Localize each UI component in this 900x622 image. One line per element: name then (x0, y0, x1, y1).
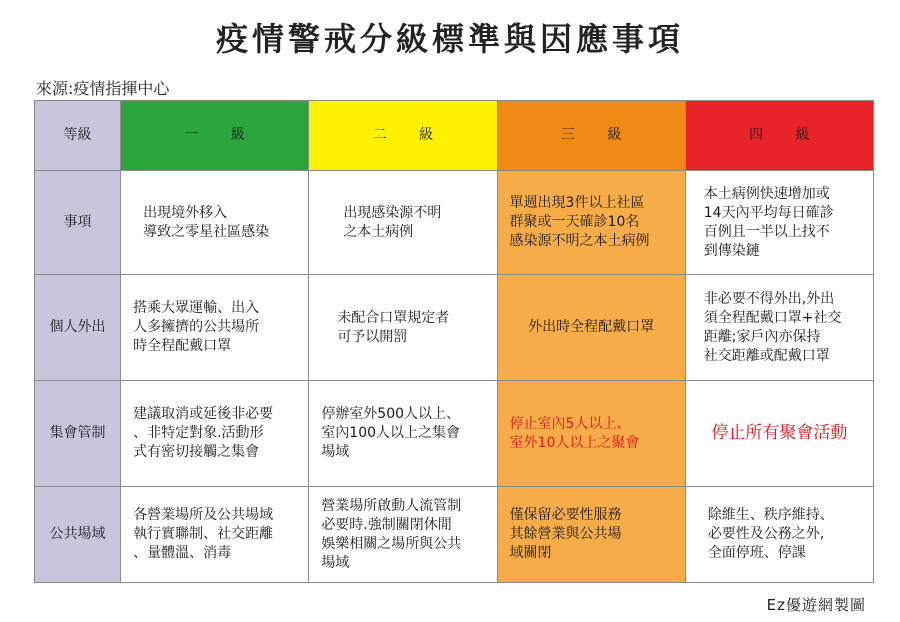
public-places-level-4: 除維生、秩序維持、 必要性及公務之外, 全面停班、停課 (685, 487, 873, 583)
matters-level-1: 出現境外移入 導致之零星社區感染 (121, 171, 309, 275)
level-2-name: 二 級 (372, 127, 448, 143)
page-title: 疫情警戒分級標準與因應事項 (215, 20, 684, 58)
level-1-header (121, 101, 309, 171)
going-out-level-3: 外出時全程配戴口罩 (497, 275, 685, 381)
public-places-level-2: 營業場所啟動人流管制 必要時.強制關閉休閒 娛樂相關之場所與公共 場域 (309, 487, 497, 583)
table-row-gatherings (35, 381, 874, 487)
gatherings-level-3: 停止室內5人以上、 室外10人以上之聚會 (497, 381, 685, 487)
level-4-name: 四 級 (749, 127, 824, 143)
table-row-matters (35, 171, 874, 275)
table-row-public-places (35, 487, 874, 583)
source-note: 來源:疫情指揮中心 (36, 79, 170, 98)
row-label-going-out: 個人外出 (35, 275, 121, 381)
row-label-matters: 事項 (35, 171, 121, 275)
level-1-name: 一 級 (184, 127, 259, 143)
matters-level-3: 單週出現3件以上社區 群聚或一天確診10名 感染源不明之本土病例 (497, 171, 685, 275)
matters-level-4: 本土病例快速增加或 14天內平均每日確診 百例且一半以上找不 到傳染鏈 (685, 171, 873, 275)
level-3-name: 三 級 (560, 127, 636, 143)
public-places-level-3: 僅保留必要性服務 其餘營業與公共場 域關閉 (497, 487, 685, 583)
public-places-level-1: 各營業場所及公共場域 執行實聯制、社交距離 、量體溫、消毒 (121, 487, 309, 583)
level-3-header (497, 101, 685, 171)
row-label-level: 等級 (35, 101, 121, 171)
credit-note: Ez優遊網製圖 (766, 596, 866, 614)
table-header-row (35, 101, 874, 171)
gatherings-level-2: 停辦室外500人以上、 室內100人以上之集會 場域 (309, 381, 497, 487)
matters-level-2: 出現感染源不明 之本土病例 (309, 171, 497, 275)
gatherings-level-1: 建議取消或延後非必要 、非特定對象.活動形 式有密切接觸之集會 (121, 381, 309, 487)
level-2-header (309, 101, 497, 171)
level-4-header (685, 101, 873, 171)
table-row-going-out (35, 275, 874, 381)
going-out-level-2: 未配合口罩規定者 可予以開罰 (309, 275, 497, 381)
going-out-level-1: 搭乘大眾運輸、出入 人多擁擠的公共場所 時全程配戴口罩 (121, 275, 309, 381)
row-label-public-places: 公共場域 (35, 487, 121, 583)
row-label-gatherings: 集會管制 (35, 381, 121, 487)
alert-level-table (34, 100, 874, 583)
going-out-level-4: 非必要不得外出,外出 須全程配戴口罩+社交 距離;家戶內亦保持 社交距離或配戴口罩 (685, 275, 873, 381)
gatherings-level-4: 停止所有聚會活動 (685, 381, 873, 487)
